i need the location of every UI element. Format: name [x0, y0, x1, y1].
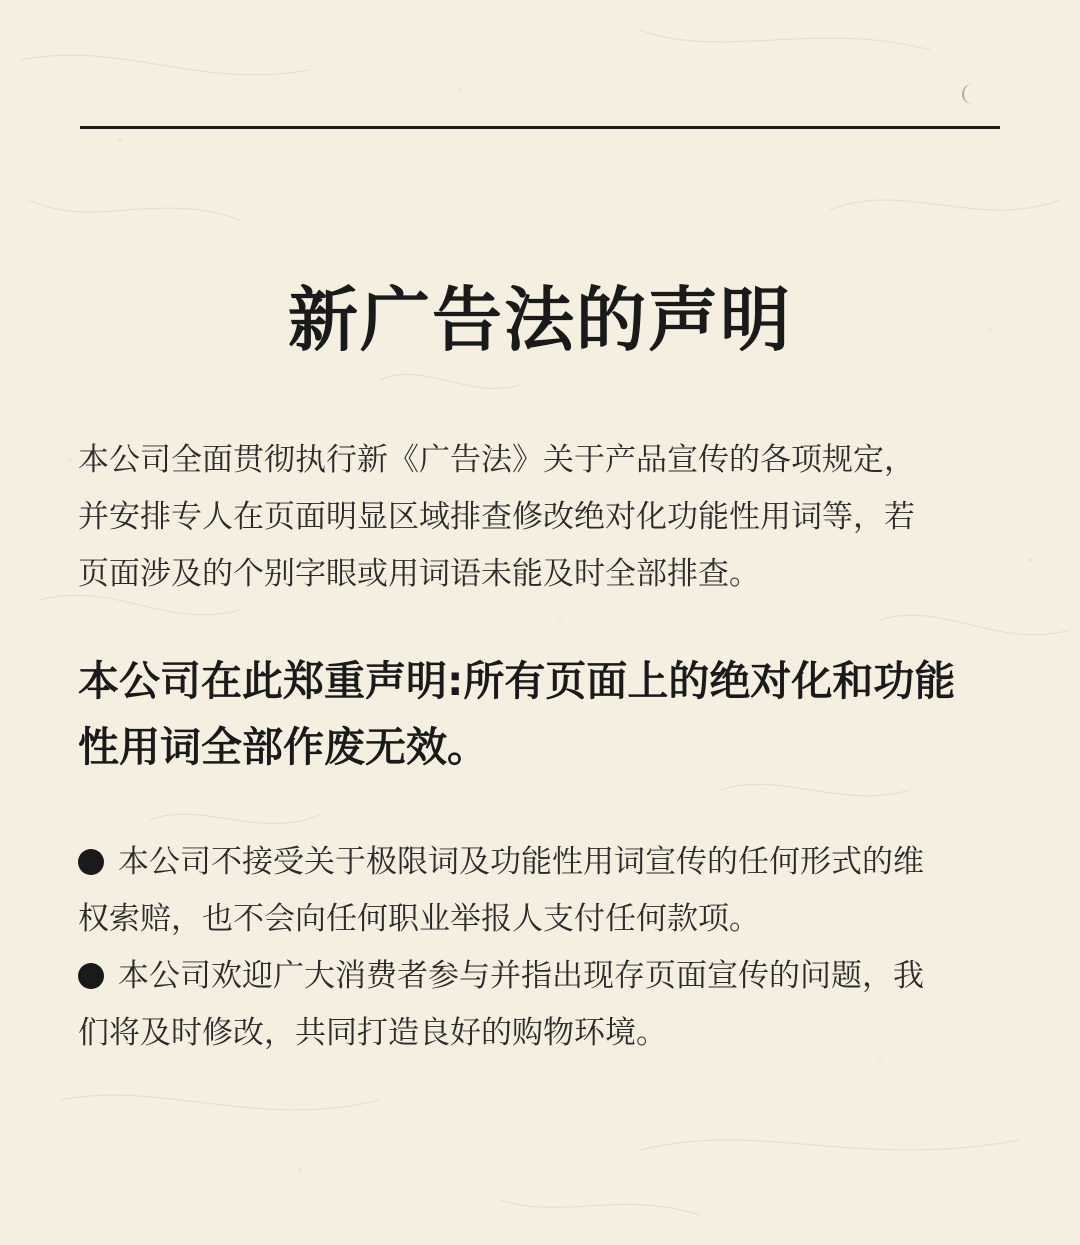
intro-paragraph	[78, 432, 1018, 603]
bullet-text: 本公司欢迎广大消费者参与并指出现存页面宣传的问题，我	[118, 958, 924, 994]
bullet-dot-icon	[78, 849, 104, 875]
bullet-item	[78, 948, 1018, 1062]
bullet-item	[78, 834, 1018, 948]
declaration-line: 性用词全部作废无效。	[78, 723, 488, 771]
bullet-text: 本公司不接受关于极限词及功能性用词宣传的任何形式的维	[118, 844, 924, 880]
intro-line: 本公司全面贯彻执行新《广告法》关于产品宣传的各项规定，	[78, 442, 915, 478]
bullet-list	[78, 834, 1018, 1062]
page-title: 新广告法的声明	[288, 279, 792, 361]
declaration-line: 本公司在此郑重声明:所有页面上的绝对化和功能	[78, 657, 956, 705]
bullet-text: 们将及时修改，共同打造良好的购物环境。	[78, 1015, 667, 1051]
intro-line: 并安排专人在页面明显区域排查修改绝对化功能性用词等，若	[78, 499, 915, 535]
bullet-text: 权索赔，也不会向任何职业举报人支付任何款项。	[78, 901, 760, 937]
paper-fiber-mark	[962, 84, 982, 104]
declaration-paragraph	[78, 648, 1018, 780]
top-divider	[80, 126, 1000, 129]
intro-line: 页面涉及的个别字眼或用词语未能及时全部排查。	[78, 556, 760, 592]
bullet-dot-icon	[78, 963, 104, 989]
